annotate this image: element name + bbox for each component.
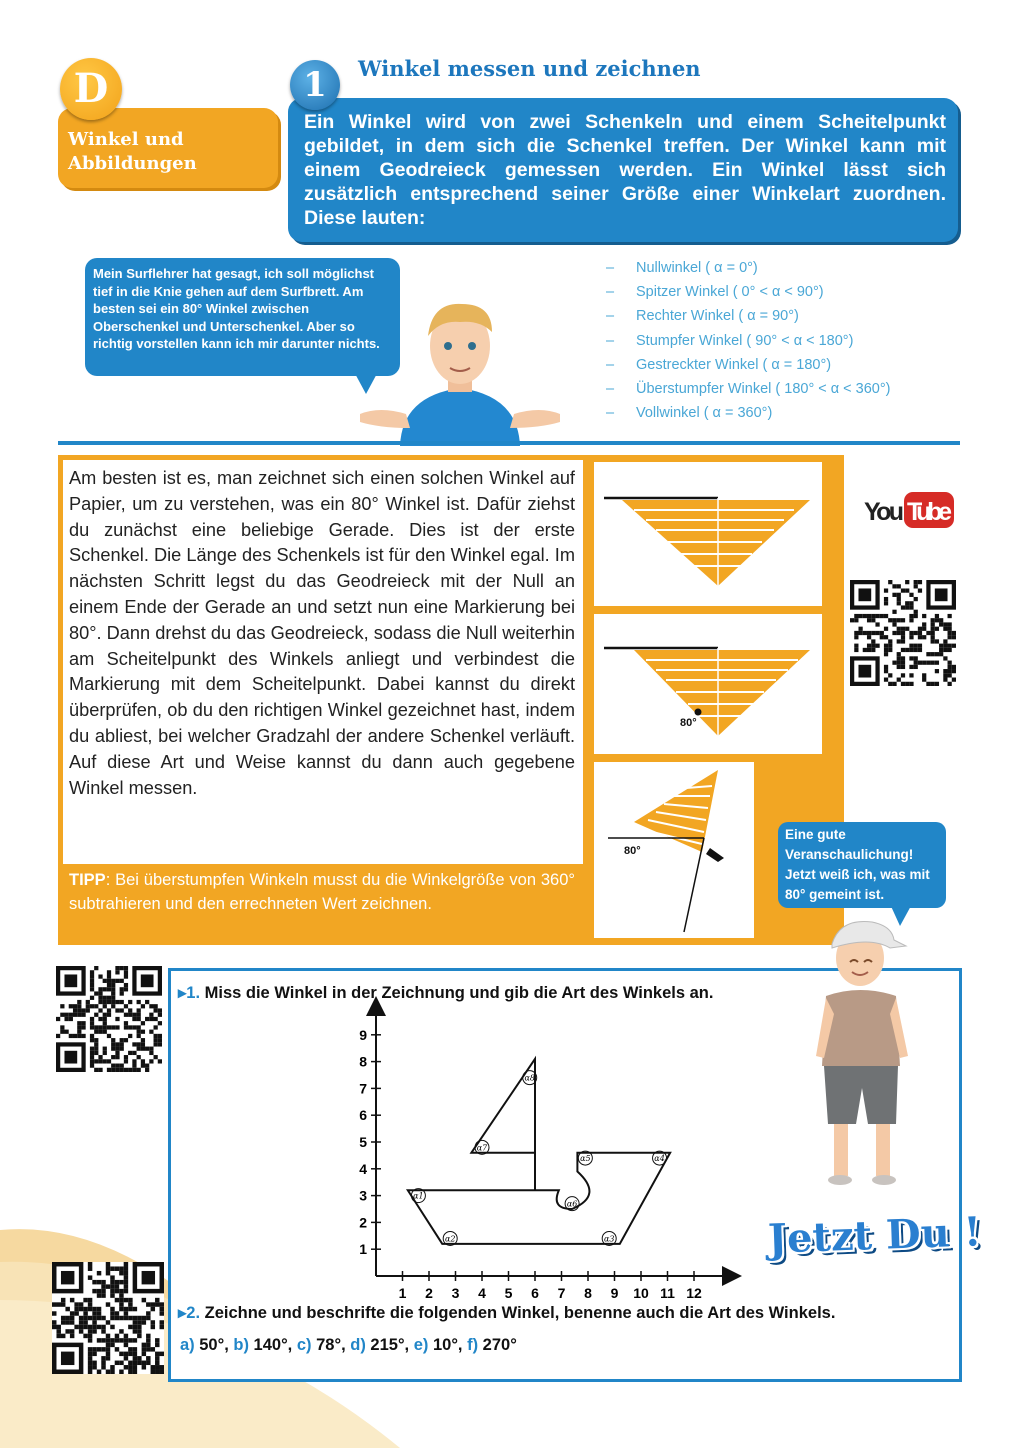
tip-label: TIPP: [69, 871, 106, 889]
youtube-icon: [862, 490, 956, 530]
youtube-you: You: [864, 498, 904, 526]
boat-hull: [408, 1153, 670, 1244]
angle-item-label: d): [345, 1336, 366, 1354]
angle-item-value: 140°,: [248, 1336, 293, 1354]
section-number: 1: [290, 60, 340, 110]
angle-item-label: c): [292, 1336, 312, 1354]
x-tick-label: 5: [504, 1285, 513, 1301]
y-tick-label: 8: [359, 1053, 367, 1070]
y-tick-label: 2: [359, 1214, 367, 1231]
chapter-title: Winkel und Abbildungen: [68, 129, 197, 174]
geodreieck-step-2: [594, 614, 822, 754]
angle-item-label: f): [462, 1336, 479, 1354]
y-tick-label: 6: [359, 1107, 367, 1124]
angle-type-item: – Nullwinkel ( α = 0°): [606, 260, 758, 276]
y-tick-label: 4: [359, 1160, 367, 1177]
angle-item-label: e): [409, 1336, 429, 1354]
tip-text: [69, 868, 575, 916]
qr-code-icon[interactable]: [850, 580, 956, 686]
jetzt-du-label: Jetzt Du !: [767, 1208, 982, 1263]
angle-mark-label: α2: [444, 1234, 456, 1244]
geodreieck-icon: [594, 462, 822, 606]
angle-type-item: – Rechter Winkel ( α = 90°): [606, 308, 799, 325]
section-divider: [58, 441, 960, 445]
x-tick-label: 12: [686, 1285, 702, 1301]
exercise-marker: ▸1.: [178, 984, 201, 1002]
x-tick-label: 9: [610, 1285, 619, 1301]
intro-text: Ein Winkel wird von zwei Schenkeln und einem Scheitelpunkt gebildet, in dem sich die Schenkel treffen. Der Winkel kann mit einem Geodreieck gemessen werden. Ein Winkel lässt sich zusätzlich entsprechend seiner Größe einer Winkelart zuordnen. Diese lauten:: [304, 111, 946, 229]
geodreieck-icon: [594, 762, 754, 938]
angle-item-label: a): [180, 1336, 195, 1354]
angle-type-item: – Überstumpfer Winkel ( 180° < α < 360°): [606, 380, 891, 397]
y-tick-label: 5: [359, 1134, 367, 1150]
youtube-logo[interactable]: [862, 490, 956, 530]
angle-mark-label: α8: [524, 1073, 535, 1083]
angle-item-value: 270°: [478, 1336, 517, 1354]
chapter-letter: D: [60, 58, 122, 120]
section-title: Winkel messen und zeichnen: [358, 56, 701, 81]
x-tick-label: 10: [633, 1285, 649, 1301]
x-tick-label: 8: [584, 1285, 592, 1301]
explanation-text: Am besten ist es, man zeichnet sich einen solchen Winkel auf Papier, um zu verstehen, was ein 80° Winkel ist. Dafür ziehst du zunächst eine beliebige Gerade. Dies ist der erste Schenkel. Die Länge des Schenkels ist für den Winkel egal. Im nächsten Schritt legst du das Geodreieck mit der Null an einem Ende der Gerade an und setzt nun eine Markierung bei 80°. Dann drehst du das Geodreieck, sodass die Null weiterhin am Scheitelpunkt des Winkels anliegt und verbindest die Markierung mit dem Scheitelpunkt. Dabei kannst du direkt überprüfen, ob du den richtigen Winkel gezeichnet hast, indem du abliest, bei welcher Gradzahl der andere Schenkel verläuft. Auf diese Art und Weise kannst du dann auch gegebene Winkel messen.: [69, 468, 575, 798]
exercise-2: [178, 1303, 835, 1323]
angle-mark-label: α7: [476, 1143, 488, 1153]
speech-bubble-text: Eine gute Veranschaulichung! Jetzt weiß ich, was mit 80° gemeint ist.: [785, 827, 930, 902]
exercise-text: Miss die Winkel in der Zeichnung und gib die Art des Winkels an.: [200, 984, 714, 1002]
angle-item-value: 215°,: [365, 1336, 410, 1354]
angle-type-item: – Gestreckter Winkel ( α = 180°): [606, 356, 832, 373]
angle-type-item: – Stumpfer Winkel ( 90° < α < 180°): [606, 332, 854, 349]
y-tick-label: 1: [359, 1241, 367, 1258]
boy-standing-illustration: [810, 918, 920, 1196]
speech-bubble-text: Mein Surflehrer hat gesagt, ich soll möglichst tief in die Knie gehen auf dem Surfbrett. Am besten sei ein 80° Winkel zwischen Oberschenkel und Unterschenkel. Aber so richtig vorstellen kann ich mir darunter nichts.: [93, 266, 380, 352]
x-tick-label: 2: [425, 1285, 433, 1301]
angle-mark-label: α6: [566, 1199, 578, 1209]
exercise-2-angles: [180, 1336, 517, 1355]
tip-body: : Bei überstumpfen Winkeln musst du die Winkelgröße von 360° subtrahieren und den errechneten Wert zeichnen.: [69, 871, 575, 913]
angle-type-item: – Spitzer Winkel ( 0° < α < 90°): [606, 284, 824, 301]
y-tick-label: 3: [359, 1187, 367, 1204]
angle-label: 80°: [680, 717, 697, 729]
x-tick-label: 11: [660, 1285, 675, 1301]
exercise-marker: ▸2.: [178, 1304, 201, 1322]
boy-shrugging-illustration: [340, 296, 580, 446]
angle-item-value: 10°,: [428, 1336, 463, 1354]
x-tick-label: 7: [557, 1285, 566, 1301]
angle-item-value: 78°,: [311, 1336, 346, 1354]
x-tick-label: 3: [451, 1285, 460, 1301]
x-tick-label: 6: [531, 1285, 539, 1301]
geodreieck-step-1: [594, 462, 822, 606]
qr-code-icon[interactable]: [56, 966, 162, 1072]
angle-mark-label: α4: [654, 1154, 665, 1164]
youtube-tube: Tube: [907, 498, 952, 526]
angle-type-list: [606, 256, 986, 425]
x-tick-label: 1: [398, 1285, 407, 1301]
angle-label: 80°: [624, 845, 641, 857]
qr-code-icon[interactable]: [52, 1262, 164, 1374]
y-tick-label: 7: [359, 1080, 367, 1097]
angle-item-value: 50°,: [194, 1336, 229, 1354]
angle-item-label: b): [228, 1336, 249, 1354]
x-tick-label: 4: [478, 1285, 486, 1301]
angle-mark-label: α5: [580, 1154, 591, 1164]
exercise-text: Zeichne und beschrifte die folgenden Winkel, benenne auch die Art des Winkels.: [200, 1304, 836, 1322]
angle-type-item: – Vollwinkel ( α = 360°): [606, 405, 773, 422]
coordinate-graph: [360, 1000, 740, 1300]
y-tick-label: 9: [359, 1026, 367, 1043]
geodreieck-step-3: [594, 762, 754, 938]
angle-mark-label: α3: [603, 1234, 615, 1244]
angle-mark-label: α1: [413, 1191, 424, 1201]
geodreieck-icon: [594, 614, 822, 754]
